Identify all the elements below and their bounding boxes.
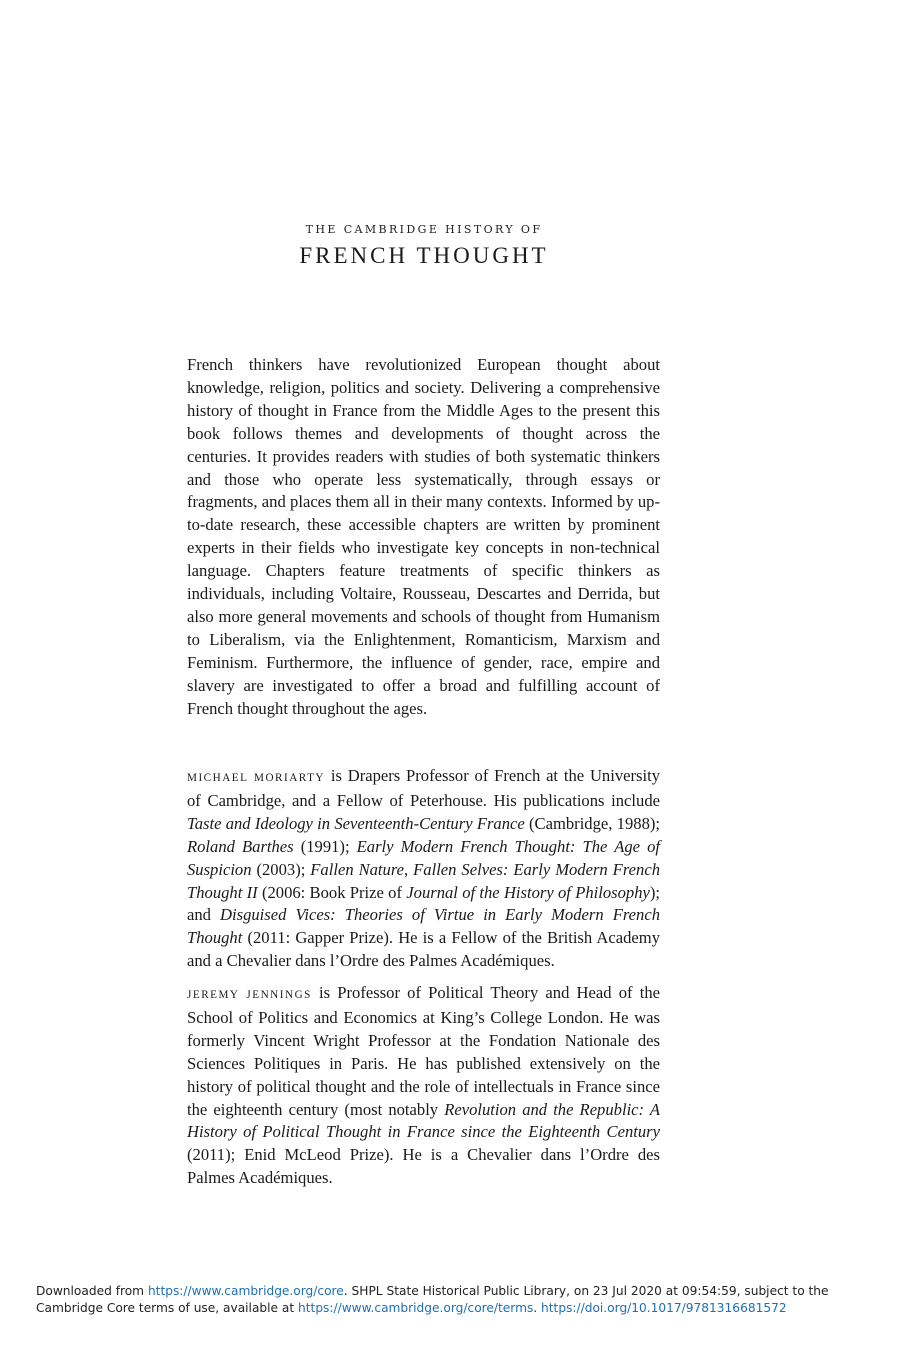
core-link[interactable]: https://www.cambridge.org/core <box>147 1284 344 1298</box>
description-paragraph: French thinkers have revolutionized European thought about knowledge, religion, politics and society. Delivering a comprehensive history of thought in France from the Middle Ages to the present this book follows themes and developments of thought across the centuries. It provides readers with studies of both systematic thinkers and those who operate less systematically, through essays or fragments, and places them all in their many contexts. Informed by up-to-date research, these accessible chapters are written by prominent experts in their fields who investigate key concepts in non-technical language. Chapters feature treatments of specific thinkers as individuals, including Voltaire, Rousseau, Descartes and Derrida, but also more general movements and schools of thought from Humanism to Liberalism, via the Enlightenment, Romanticism, Marxism and Feminism. Furthermore, the influence of gender, race, empire and slavery are investigated to offer a broad and fulfilling account of French thought throughout the ages. <box>187 355 660 718</box>
work-title: Journal of the History of Philosophy <box>406 882 650 902</box>
book-description <box>187 354 660 721</box>
bio-text: (Cambridge, 1988); <box>524 813 661 833</box>
book-title: FRENCH THOUGHT <box>299 243 549 268</box>
terms-link[interactable]: https://www.cambridge.org/core/terms <box>298 1301 534 1315</box>
work-title: Taste and Ideology in Seventeenth-Century France <box>187 813 525 833</box>
work-title: Disguised Vices: Theories of Virtue in Early Modern French Thought <box>187 905 660 948</box>
series-title: THE CAMBRIDGE HISTORY OF <box>305 223 543 236</box>
work-title: Fallen Nature, Fallen Selves: Early Modern French Thought II <box>187 859 660 902</box>
author-bio-jennings <box>187 982 660 1190</box>
author-bio-moriarty <box>187 765 660 973</box>
bio-text: is Drapers Professor of French at the University of Cambridge, and a Fellow of Peterhouse. His publications include <box>187 766 660 810</box>
footer-text: . SHPL State Historical Public Library, on 23 Jul 2020 at 09:54:59, subject to the Cambridge Core terms of use, available at <box>36 1284 829 1315</box>
doi-link[interactable]: https://doi.org/10.1017/9781316681572 <box>541 1301 787 1315</box>
bio-paragraph <box>187 765 660 973</box>
download-footer <box>36 1283 876 1317</box>
work-title: Revolution and the Republic: A History of Political Thought in France since the Eighteenth Century <box>187 1099 660 1142</box>
author-name: JEREMY JENNINGS <box>187 989 312 1001</box>
bio-paragraph <box>187 982 660 1190</box>
author-name: MICHAEL MORIARTY <box>187 772 326 784</box>
bio-text: (2011); Enid McLeod Prize). He is a Chevalier dans l’Ordre des Palmes Académiques. <box>187 1145 660 1188</box>
work-title: Roland Barthes <box>187 836 294 856</box>
bio-text: (1991); <box>293 836 357 856</box>
bio-text: is Professor of Political Theory and Head of the School of Politics and Economics at King’s College London. He was formerly Vincent Wright Professor at the Fondation Nationale des Sciences Politiques in Paris. He has published extensively on the history of political thought and the role of intellectuals in France since the eighteenth century (most notably <box>187 983 660 1119</box>
footer-text: . <box>533 1301 542 1315</box>
bio-text: ); and <box>187 882 660 925</box>
bio-text: (2006: Book Prize of <box>257 882 407 902</box>
bio-text: (2003); <box>251 859 311 879</box>
work-title: Early Modern French Thought: The Age of Suspicion <box>187 836 660 879</box>
bio-text: (2011: Gapper Prize). He is a Fellow of the British Academy and a Chevalier dans l’Ordre des Palmes Académiques. <box>187 928 660 971</box>
footer-text: Downloaded from <box>36 1284 148 1298</box>
